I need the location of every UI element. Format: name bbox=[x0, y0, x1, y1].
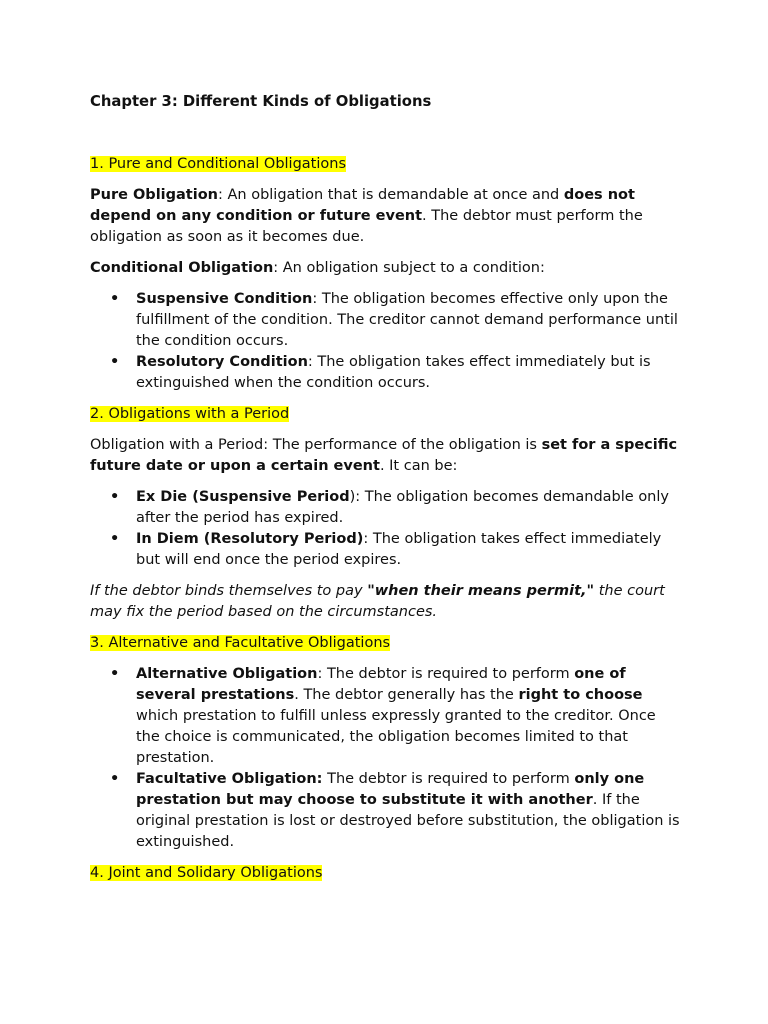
list-item-facultative-obligation bbox=[90, 769, 680, 853]
period-note-paragraph bbox=[90, 581, 680, 623]
text: : The debtor is required to perform bbox=[317, 666, 575, 682]
term: Resolutory Condition bbox=[136, 354, 308, 370]
highlighted-heading-text: 3. Alternative and Facultative Obligations bbox=[90, 635, 391, 651]
text: If the debtor binds themselves to pay bbox=[90, 583, 368, 599]
conditional-obligation-paragraph bbox=[90, 258, 680, 279]
list-item-in-diem bbox=[90, 529, 680, 571]
term: Suspensive Condition bbox=[136, 291, 313, 307]
list-item-suspensive-condition bbox=[90, 289, 680, 352]
term: Ex Die (Suspensive Period bbox=[136, 489, 350, 505]
pure-obligation-paragraph bbox=[90, 185, 680, 248]
text: : The obligation takes effect immediately but is extinguished when the condition occurs. bbox=[136, 354, 651, 391]
text: : An obligation subject to a condition: bbox=[273, 260, 545, 276]
highlighted-heading-text: 2. Obligations with a Period bbox=[90, 406, 290, 422]
text: : The obligation takes effect immediately but will end once the period expires. bbox=[136, 531, 662, 568]
period-types-list bbox=[90, 487, 680, 571]
text: Obligation with a Period: The performance of the obligation is bbox=[90, 437, 542, 453]
emphasis: one of several prestations bbox=[136, 666, 626, 703]
term: In Diem (Resolutory Period) bbox=[136, 531, 364, 547]
section-heading-period bbox=[90, 404, 680, 425]
section-heading-joint-solidary bbox=[90, 863, 680, 884]
alternative-facultative-list bbox=[90, 664, 680, 853]
list-item-alternative-obligation bbox=[90, 664, 680, 769]
period-intro-paragraph bbox=[90, 435, 680, 477]
section-heading-alternative-facultative bbox=[90, 633, 680, 654]
section-heading-pure-conditional bbox=[90, 154, 680, 175]
text: which prestation to fulfill unless expressly granted to the creditor. Once the choice is communicated, the obligation becomes limited to that prestation. bbox=[136, 708, 656, 766]
document-body bbox=[90, 91, 680, 894]
highlighted-heading-text: 1. Pure and Conditional Obligations bbox=[90, 156, 346, 172]
text: The debtor is required to perform bbox=[322, 771, 575, 787]
emphasis: "when their means permit," bbox=[367, 583, 595, 599]
emphasis: right to choose bbox=[518, 687, 643, 703]
condition-types-list bbox=[90, 289, 680, 394]
text: . It can be: bbox=[379, 458, 458, 474]
text: ): The obligation becomes demandable only after the period has expired. bbox=[136, 489, 669, 526]
term: Facultative Obligation: bbox=[136, 771, 323, 787]
text: the court may fix the period based on the circumstances. bbox=[90, 583, 665, 620]
term-pure-obligation: Pure Obligation bbox=[90, 187, 218, 203]
emphasis: only one prestation but may choose to substitute it with another bbox=[136, 771, 645, 808]
list-item-ex-die bbox=[90, 487, 680, 529]
emphasis: set for a specific future date or upon a certain event bbox=[90, 437, 678, 474]
text: : The obligation becomes effective only upon the fulfillment of the condition. The creditor cannot demand performance until the condition occurs. bbox=[136, 291, 678, 349]
text: . The debtor must perform the obligation as soon as it becomes due. bbox=[90, 208, 643, 245]
term-conditional-obligation: Conditional Obligation bbox=[90, 260, 274, 276]
list-item-resolutory-condition bbox=[90, 352, 680, 394]
text: . The debtor generally has the bbox=[294, 687, 519, 703]
highlighted-heading-text: 4. Joint and Solidary Obligations bbox=[90, 865, 323, 881]
emphasis: does not depend on any condition or future event bbox=[90, 187, 635, 224]
text: : An obligation that is demandable at once and bbox=[217, 187, 564, 203]
term: Alternative Obligation bbox=[136, 666, 318, 682]
chapter-title: Chapter 3: Different Kinds of Obligations bbox=[90, 93, 432, 110]
text: . If the original prestation is lost or destroyed before substitution, the obligation is extinguished. bbox=[136, 792, 680, 850]
